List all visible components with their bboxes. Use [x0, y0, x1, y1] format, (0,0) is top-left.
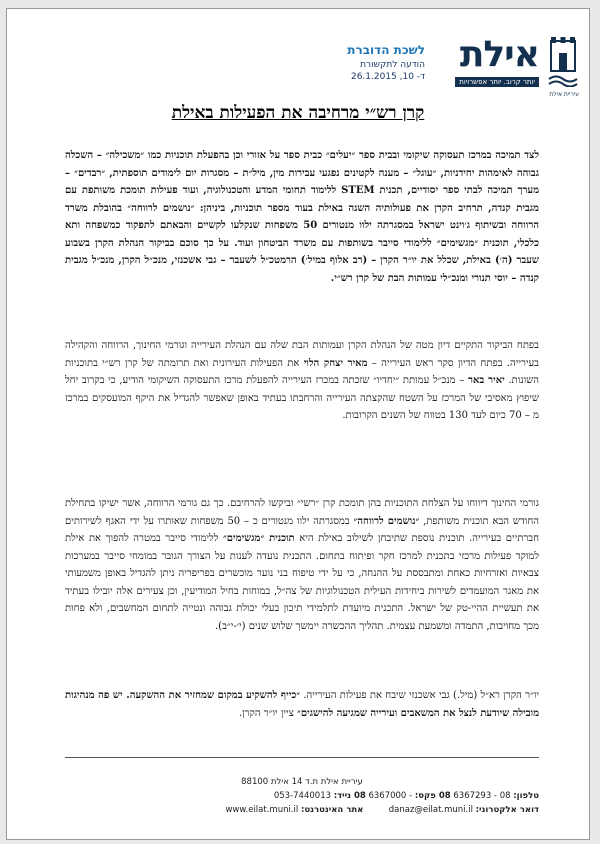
- fax-label: 08 פקס:: [414, 791, 451, 801]
- email-label: דואר אלקטרוני:: [475, 805, 539, 815]
- text-run: ללימודי סייבר במטרה להפוך את אילת למוקד פעילות מרכזי בתכנית למרכז חקר ופיתוח בתחום. התכנית נועדה לענות על הצורך הגובר במומחי סייבר במערכות צבאיות ואזרחיות כאחת ומתבססת על ההנחה, כי על ידי טיפוח בני נוער מוכשרים בפריפריה ניתן להגדיל באופן משמעותי את מאגר המועמדים לשירות ביחידות העילית הטכנולוגיות של צה״ל, במוחות בחיל המודיעין, וכן צעירים אלה יובילו בעתיד את תעשיית ההיי-טק של ישראל. התכנית מיועדת לתלמידי תיכון בעלי יכולת גבוהה ונטייה לתחום המחשבים, ולא פחות מכך מחויבות, התמדה ומשמעת עצמית. תהליך ההכשרה יימשך שלוש שנים (י׳-י״ב).: [65, 533, 539, 632]
- text-run: יו״ר הקרן רא״ל (מיל.) גבי אשכנזי שיבח את פעילות העירייה.: [300, 690, 539, 701]
- letterhead: [7, 9, 589, 101]
- phone-value: 08 - 6367293: [453, 791, 511, 801]
- paragraph-programs: [65, 495, 539, 635]
- footer-online: [65, 805, 539, 815]
- mobile-label: 08 נייד:: [333, 791, 366, 801]
- logo-tagline: יותר קרוב. יותר אפשרויות: [455, 77, 539, 87]
- website-label: אתר האינטרנט:: [300, 805, 364, 815]
- text-run: את הפעילות העירונית ואת תרומתה של קרן רש״י בתוכניות השונות.: [65, 357, 539, 386]
- footer-address: עיריית אילת ת.ד 14 אילת 88100: [241, 777, 363, 787]
- paragraph-visit: [65, 337, 539, 425]
- city-emblem-icon: [547, 35, 579, 87]
- fax-value: - 6367000: [368, 791, 413, 801]
- email-link[interactable]: danaz@eilat.muni.il: [388, 805, 473, 815]
- website-link[interactable]: www.eilat.muni.il: [225, 805, 299, 815]
- program-name: ״נושמים לרווחה״: [353, 515, 420, 527]
- office-name: לשכת הדוברת: [347, 43, 425, 57]
- press-release-page: [6, 8, 590, 840]
- text-run: במסגרתה ילוו מנטורים כ – 50 משפחות שאותרו על ידי האגף לשירותים חברתיים בעירייה. תוכנית נוספת שתיבחן לשילוב באילת היא: [65, 515, 539, 544]
- text-run: בפתח הביקור התקיים דיון מטה של הנהלת הקרן ועמותות הבת שלה עם הנהלת העירייה וגורמי החינוך, הרווחה והקהילה בעירייה. בפתח הדיון סקר ראש העירייה –: [65, 340, 539, 369]
- text-run: ציין יו״ר הקרן.: [238, 707, 298, 719]
- page-title: קרן רש״י מרחיבה את הפעילות באילת: [171, 103, 425, 123]
- paragraph-quote: [65, 687, 539, 722]
- text-run: – מנכ״ל עמותת ״יחדיו״ שזכתה במכרז העירייה להפעלת מרכז התעסוקה השיקומי הודיע, כי בקרוב יחל שיפוץ מאסיבי של המרכז על השטח שהקצתה העירייה והרחבתו בעתיד באופן שאפשר להגדיל את היקף המועסקים במרכז מ – 70 כיום לעד 130 בטווח של השנים הקרובות.: [65, 375, 539, 421]
- notice-label: הודעה לתקשורת: [360, 60, 425, 70]
- dateline: ד- 10, 26.1.2015: [350, 72, 425, 82]
- mayor-name: מאיר יצחק הלוי: [303, 357, 368, 369]
- emblem-caption: עיריית אילת: [549, 91, 579, 98]
- logo-wordmark: אילת: [459, 34, 539, 75]
- phone-label: טלפון:: [513, 791, 539, 801]
- paragraph-intro: לצד תמיכה במרכז תעסוקה שיקומי ובבית ספר ״יעלים״ כבית ספר על אזורי וכן בהפעלת תוכניות כמו ״משכילה״ – השכלה גבוהה לאימהות יחידניות, ״עוגל״ – מענה לקטינים נפגעי עבירות מין, מיל״ת – מסגרות יום לימודים תוספתית, ״רבדים״ – מערך תמיכה לבתי ספר יסודיים, תכנית STEM ללימוד תחומי המדע והטכנולוגיה, ועוד פעילות תומכת משותפת עם מגבית קנדה, תרחיב הקרן את פעולותיה השנה באילת בעוד מספר תוכניות, ביניהן: ״נושמים לרווחה״ בהובלת משרד הרווחה ובשיתוף ג׳וינט ישראל במסגרתה ילוו מנטורים 50 משפחות שנקלעו לקשיים והבאתם לתפקוד כמשפחה ותא כלכלי, תוכנית ״מגשימים״ ללימודי סייבר בשותפות עם משרד הביטחון ועוד. על כך סוכם בביקור הנהלת הקרן בשבוע שעבר (ה׳) באילת, שכלל את יו״ר הקרן – (רב אלוף במיל׳) הרמטכ״ל לשעבר – גבי אשכנזי, מנכ״ל הקרן, מנכ״ל מגבית קנדה – יוסי תנורי ומנכ״לי עמותות הבת של קרן רש״י.: [65, 150, 539, 284]
- footer-divider: [65, 757, 539, 758]
- mobile-value: 053-7440013: [273, 791, 332, 801]
- program-name: תוכנית ״מגשימים״: [222, 533, 295, 544]
- quote: ״כייף להשקיע במקום שמחזיר את ההשקעה. יש פה מנהיגות מובילה שיודעת לנצל את המשאבים ועירייה שמגיעה להישגים״: [65, 690, 539, 719]
- spokesperson-block: [325, 43, 425, 83]
- footer-phones: [65, 791, 539, 801]
- text-run: גורמי החינוך דיווחו על הצלחת התוכניות בהן תומכת קרן ״רשי״ וביקשו להרחיבם. כך גם גורמי הרווחה, אשר ישיקו בתחילת החודש הבא תוכנית משותפת,: [65, 498, 539, 527]
- ceo-name: יאיר באר: [468, 375, 505, 386]
- contact-footer: [65, 757, 539, 817]
